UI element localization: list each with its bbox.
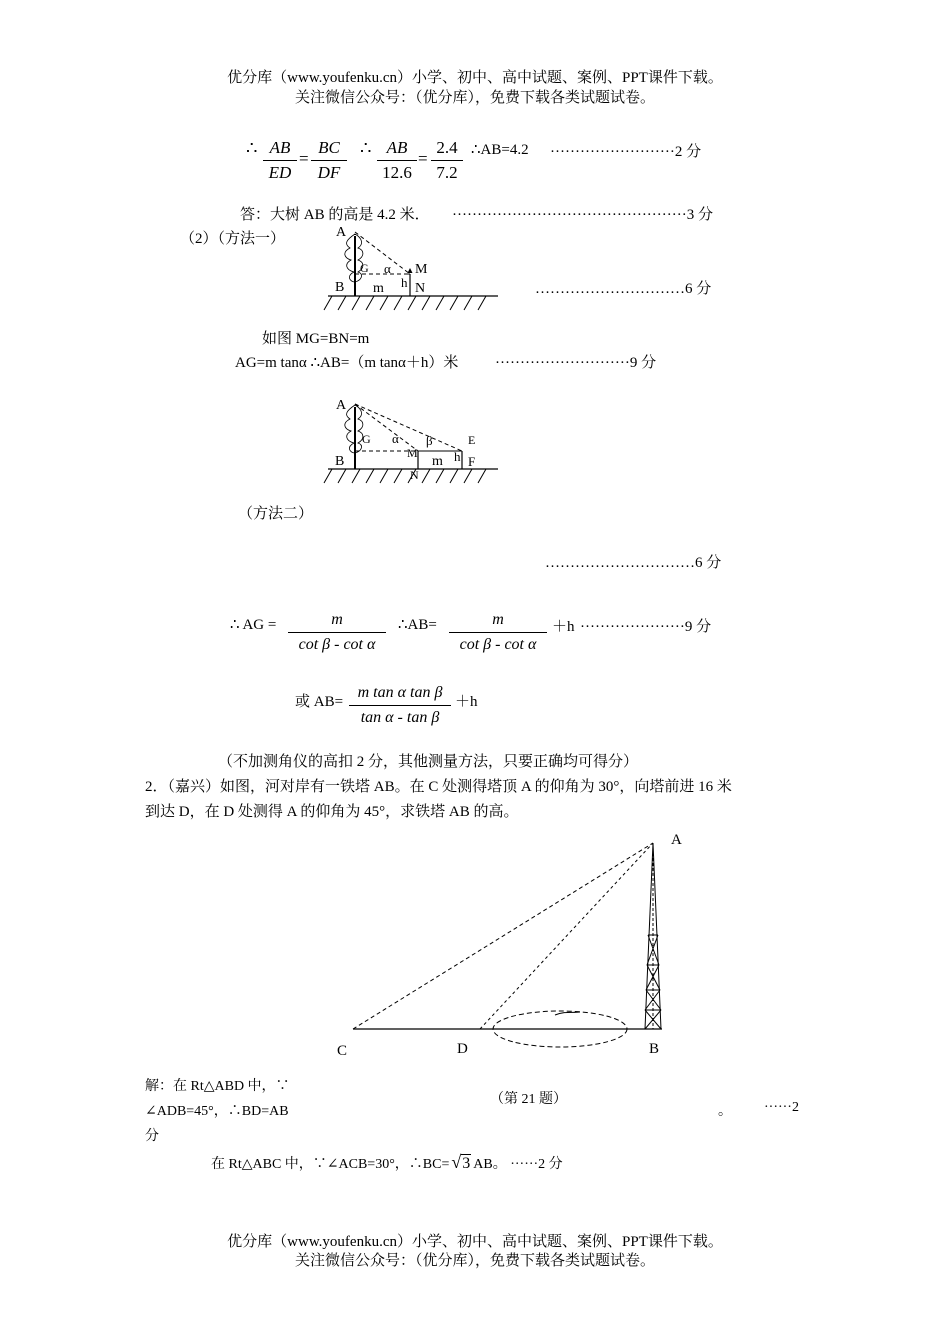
frac-numerator: 2.4 xyxy=(436,138,458,157)
answer-text: 答：大树 AB 的高是 4.2 米． xyxy=(240,207,430,223)
fraction-ag xyxy=(287,608,387,657)
sight-line-ca xyxy=(353,843,653,1029)
label-g: G xyxy=(362,432,371,446)
solution-line-2: ∠ADB=45°，∴BD=AB xyxy=(145,1104,289,1119)
frac-denominator: 7.2 xyxy=(436,163,458,182)
river-ripple xyxy=(555,1012,580,1015)
figure-method-one xyxy=(318,222,503,314)
frac-denominator: cot β - cot α xyxy=(459,636,537,653)
label-d: D xyxy=(457,1041,468,1057)
score-dots: …………………………6 分 xyxy=(535,281,712,297)
solution-line-4-suffix: AB。 ······2 分 xyxy=(473,1157,563,1172)
figure-method-two xyxy=(318,393,503,485)
solution-line-4 xyxy=(211,1152,563,1173)
footer-line-1: 优分库（www.youfenku.cn）小学、初中、高中试题、案例、PPT课件下载。 xyxy=(227,1234,723,1250)
frac-denominator: DF xyxy=(317,163,341,182)
label-beta: β xyxy=(426,433,433,448)
method-one-line-mg: 如图 MG=BN=m xyxy=(262,331,370,347)
label-b: B xyxy=(649,1041,660,1057)
label-a: A xyxy=(671,832,682,848)
frac-numerator: m xyxy=(331,611,343,628)
label-h: h xyxy=(454,449,461,464)
ag-prefix: ∴ AG = xyxy=(230,617,277,633)
frac-numerator: BC xyxy=(318,138,340,157)
footer-line-2: 关注微信公众号：（优分库），免费下载各类试题试卷。 xyxy=(294,1253,655,1269)
label-h: h xyxy=(401,275,408,290)
frac-denominator: 12.6 xyxy=(382,163,412,182)
solution-line-3: 分 xyxy=(145,1129,159,1144)
frac-denominator: ED xyxy=(268,163,292,182)
therefore-symbol: ∴ xyxy=(246,138,258,158)
frac-denominator: tan α - tan β xyxy=(360,709,440,726)
tower-icon xyxy=(645,843,661,1029)
ab-result: ∴AB=4.2 xyxy=(471,142,529,158)
alt-prefix: 或 AB= xyxy=(295,694,344,710)
label-alpha: α xyxy=(392,431,399,446)
therefore-symbol: ∴ xyxy=(360,138,372,158)
label-m-point: M xyxy=(415,262,428,277)
plus-h: ＋h xyxy=(552,619,575,635)
frac-denominator: cot β - cot α xyxy=(298,636,376,653)
header-line-2: 关注微信公众号：（优分库），免费下载各类试题试卷。 xyxy=(294,90,655,106)
label-b: B xyxy=(335,454,345,469)
tree-icon xyxy=(345,405,363,469)
sqrt-three xyxy=(451,1152,471,1173)
header-line-1: 优分库（www.youfenku.cn）小学、初中、高中试题、案例、PPT课件下载。 xyxy=(227,70,723,86)
fraction-ab xyxy=(448,608,548,657)
label-f: F xyxy=(468,454,476,469)
label-n: N xyxy=(410,468,419,482)
solution-right-mark: 。 xyxy=(718,1104,732,1119)
fraction-bc-df xyxy=(310,136,348,185)
fraction-2-4-7-2 xyxy=(430,136,464,185)
fraction-ab-ed xyxy=(262,136,298,185)
figure-caption: （第 21 题） xyxy=(490,1092,567,1107)
score-dots: …………………………6 分 xyxy=(545,555,722,571)
label-m-length: m xyxy=(432,454,443,469)
method-one-line-ag: AG=m tanα ∴AB=（m tanα＋h）米 xyxy=(235,355,459,371)
score-dots: ···························9 分 xyxy=(495,355,657,371)
label-m-point: M xyxy=(407,446,418,460)
sqrt-radicand: 3 xyxy=(462,1155,471,1172)
method-two-label: （方法二） xyxy=(238,506,314,522)
label-b: B xyxy=(335,280,345,295)
label-c: C xyxy=(337,1043,348,1059)
label-g: G xyxy=(360,261,369,275)
figure-tower xyxy=(330,825,700,1065)
plus-h: ＋h xyxy=(455,694,478,710)
solution-right-score: ······2 xyxy=(764,1100,799,1115)
ground-hatching xyxy=(324,296,486,310)
arrow-up-icon xyxy=(408,268,413,273)
label-alpha: α xyxy=(384,261,391,276)
frac-numerator: m xyxy=(492,611,504,628)
label-a: A xyxy=(336,225,347,240)
score-dots: ·························2 分 xyxy=(550,144,702,160)
frac-numerator: m tan α tan β xyxy=(357,684,443,701)
label-e: E xyxy=(468,433,476,447)
frac-numerator: AB xyxy=(386,138,408,157)
label-m-length: m xyxy=(373,281,384,296)
grading-note: （不加测角仪的高扣 2 分，其他测量方法，只要正确均可得分） xyxy=(218,754,639,770)
fraction-ab-12-6 xyxy=(376,136,418,185)
method-one-label: （2）（方法一） xyxy=(180,231,286,247)
frac-numerator: AB xyxy=(269,138,291,157)
equals-sign: = xyxy=(299,149,309,168)
equals-sign: = xyxy=(418,149,428,168)
sqrt-icon: √ xyxy=(451,1152,462,1172)
solution-line-4-prefix: 在 Rt△ABC 中，∵∠ACB=30°，∴BC= xyxy=(211,1157,450,1172)
sight-line-da xyxy=(480,843,653,1029)
score-dots: ·····················9 分 xyxy=(580,619,712,635)
problem-2-line-2: 到达 D，在 D 处测得 A 的仰角为 45°，求铁塔 AB 的高。 xyxy=(145,804,519,820)
problem-2-line-1: 2．（嘉兴）如图，河对岸有一铁塔 AB。在 C 处测得塔顶 A 的仰角为 30°，向塔前进 16 米 xyxy=(145,779,732,795)
score-dots: ···············································3 分 xyxy=(452,207,714,223)
ground-hatching xyxy=(324,469,486,483)
label-a: A xyxy=(336,398,347,413)
fraction-alt-ab xyxy=(348,681,452,730)
ab-prefix: ∴AB= xyxy=(398,617,437,633)
label-n: N xyxy=(415,281,426,296)
solution-line-1: 解：在 Rt△ABD 中，∵ xyxy=(145,1079,290,1094)
